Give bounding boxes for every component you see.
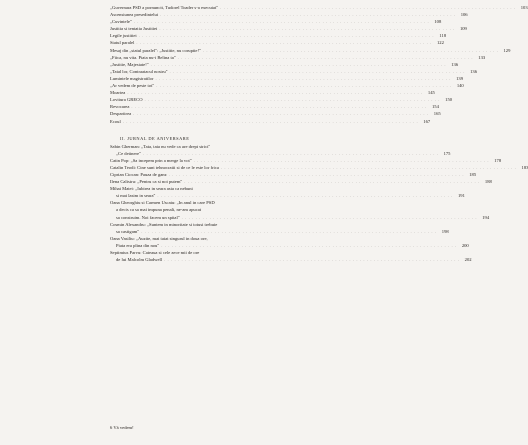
toc-entry [110,61,459,68]
toc-entry-title: de lui Malcolm Gladwell [116,257,163,263]
toc-entry-title: a decis ca sa mai impuna penali, ne-am apucat [116,207,202,213]
toc-entry-title: „Cuvintele" [110,19,132,25]
toc-leader-dots [127,89,422,96]
toc-entry-page-number: 200 [461,242,469,248]
toc-entry [110,150,451,157]
toc-leader-dots [156,82,451,89]
toc-leader-dots [141,228,436,235]
toc-entry-title: Justitia si tentatia Justitiei [110,26,158,32]
toc-entry-page-number: 202 [464,257,472,263]
section-gap [110,125,349,135]
toc-entry-title: Catin Pop: „Sa incepem prin a merge la vot" [110,157,192,163]
toc-leader-dots [220,4,515,11]
toc-entry [110,143,349,150]
toc-entry-title: Ecoul [110,118,121,124]
toc-entry-title: Septimius Parvu: Cateaua si cele zece mii de ore [110,250,200,255]
toc-entry-page-number: 167 [423,118,431,124]
toc-entry-title: Statul paralel [110,40,135,46]
toc-entry [110,82,464,89]
toc-list-part-one [110,4,528,125]
toc-leader-dots [203,47,498,54]
toc-entry-title: Lovitura GRECO [110,97,143,103]
toc-entry-title: „Ce detinere" [116,150,141,156]
toc-entry [110,235,349,242]
toc-entry [110,39,444,46]
toc-leader-dots [161,242,456,249]
toc-entry-page-number: 103 [520,5,528,10]
toc-entry-page-number: 122 [436,40,444,46]
toc-entry-page-number: 183 [521,164,528,170]
toc-entry-title: sa castigam" [116,228,140,234]
toc-entry [110,256,472,263]
toc-entry-title: Despartirea [110,111,132,117]
toc-leader-dots [143,150,438,157]
toc-leader-dots [164,256,459,263]
toc-list-part-two [110,143,528,264]
toc-entry [110,32,447,39]
toc-leader-dots [151,61,446,68]
toc-entry-title: „Guvernara PSD a pornuncit, Tudorel Toader s-a executat" [110,5,219,10]
toc-entry [110,75,463,82]
toc-leader-dots [156,75,451,82]
toc-entry-title: Legile justitiei [110,33,137,39]
toc-entry-title: „Ar vedem de peste tot" [110,83,155,89]
toc-leader-dots [123,118,418,125]
toc-entry [110,171,477,178]
toc-entry-title: Mesaj din „statul paralel": „Justitie, nu coruptie!" [110,47,201,53]
toc-leader-dots [134,18,429,25]
toc-entry [110,103,439,110]
toc-entry-title: Lumintele magistratilor [110,75,154,81]
toc-entry-page-number: 175 [443,150,451,156]
toc-entry-title: Ciprian Ciocan: Pauza de ganz [110,171,167,177]
toc-entry [110,157,502,164]
toc-entry-title: Piata era plina din nou" [116,242,160,248]
toc-entry-title: Catalin Teodi: Cine sunt tehnocratii si de ce le este lor frica [110,164,219,170]
toc-entry-title: Mihai Matei: „Iubirea in seara asta ca nebuni [110,186,193,192]
toc-leader-dots [184,178,479,185]
toc-entry-page-number: 165 [433,111,441,117]
toc-entry-title: si mai lasim in seara" [116,193,156,199]
toc-entry [110,54,486,61]
toc-entry-page-number: 191 [457,193,465,199]
toc-entry-page-number: 136 [470,68,477,74]
toc-entry-title: „Justitie, Majestate!" [110,61,149,67]
toc-entry [110,214,490,221]
toc-entry-title: Revocarea [110,104,130,110]
toc-leader-dots [131,103,426,110]
toc-entry [110,11,468,18]
toc-leader-dots [136,39,431,46]
toc-entry [110,192,465,199]
toc-entry-title: sa construim. Noi facem un spital" [116,214,180,220]
toc-leader-dots [221,164,516,171]
toc-entry-page-number: 106 [460,12,468,18]
toc-leader-dots [160,11,455,18]
toc-entry-page-number: 194 [482,214,490,220]
toc-entry [110,110,441,117]
toc-entry-page-number: 178 [494,157,502,163]
toc-leader-dots [169,171,464,178]
section-heading: II. JURNAL DE ANIVERSARE [120,135,190,141]
toc-leader-dots [194,157,489,164]
toc-entry-title: Oana Gheorghiu si Carmen Uscatu: „In anul in care PSD [110,200,215,206]
toc-entry [110,68,477,75]
toc-entry-page-number: 139 [456,75,463,81]
toc-leader-dots [133,110,428,117]
toc-entry-page-number: 140 [456,83,464,89]
toc-entry-title: Oana Vasiliu: „Auzite, mai taiat singurul in doua ore, [110,235,208,241]
toc-leader-dots [178,54,473,61]
toc-entry-page-number: 133 [478,54,486,60]
toc-entry [110,118,431,125]
toc-entry-title: Sabin Gherman: „Tata, tata nu vede ca are drept strict" [110,143,211,149]
toc-entry [110,89,435,96]
toc-entry [110,25,467,32]
toc-entry [110,206,349,213]
page-footer: 6 Vă vedem! [110,425,134,430]
toc-entry-page-number: 188 [484,179,492,185]
toc-entry-page-number: 154 [431,104,439,110]
toc-entry-page-number: 150 [445,97,453,103]
toc-entry [110,96,453,103]
toc-entry-title: „Tatal lor, Contraatacul nostru" [110,68,168,74]
toc-entry-title: Ascensiunea presedintelui [110,12,159,18]
toc-entry-page-number: 109 [459,26,467,32]
toc-entry-page-number: 129 [503,47,511,53]
toc-entry [110,185,349,192]
toc-entry-page-number: 108 [434,19,442,25]
toc-entry [110,199,349,206]
toc-leader-dots [159,25,454,32]
toc-entry-page-number: 198 [441,228,449,234]
toc-entry [110,4,528,11]
toc-entry-page-number: 145 [427,90,435,96]
toc-entry [110,18,442,25]
toc-entry-title: „Fiica, nu vita. Piata nu-i Belina ta" [110,54,176,60]
toc-entry-page-number: 185 [469,171,477,177]
toc-entry-title: Moartea [110,90,126,96]
toc-entry [110,221,349,228]
toc-leader-dots [145,96,440,103]
toc-entry-title: Cosmin Alexandru: „Suntem in minoritate si totusi trebuie [110,221,218,227]
toc-entry [110,228,449,235]
toc-entry-page-number: 136 [451,61,459,67]
toc-entry-title: Ilena Calistru: „Pentru ca si noi putem" [110,179,183,185]
toc-entry [110,249,349,256]
toc-leader-dots [139,32,434,39]
toc-entry [110,47,511,54]
toc-leader-dots [157,192,452,199]
toc-leader-dots [170,68,465,75]
toc-entry-page-number: 118 [439,33,447,39]
toc-leader-dots [182,214,477,221]
toc-entry [110,178,492,185]
toc-entry [110,242,469,249]
toc-entry [110,164,528,171]
